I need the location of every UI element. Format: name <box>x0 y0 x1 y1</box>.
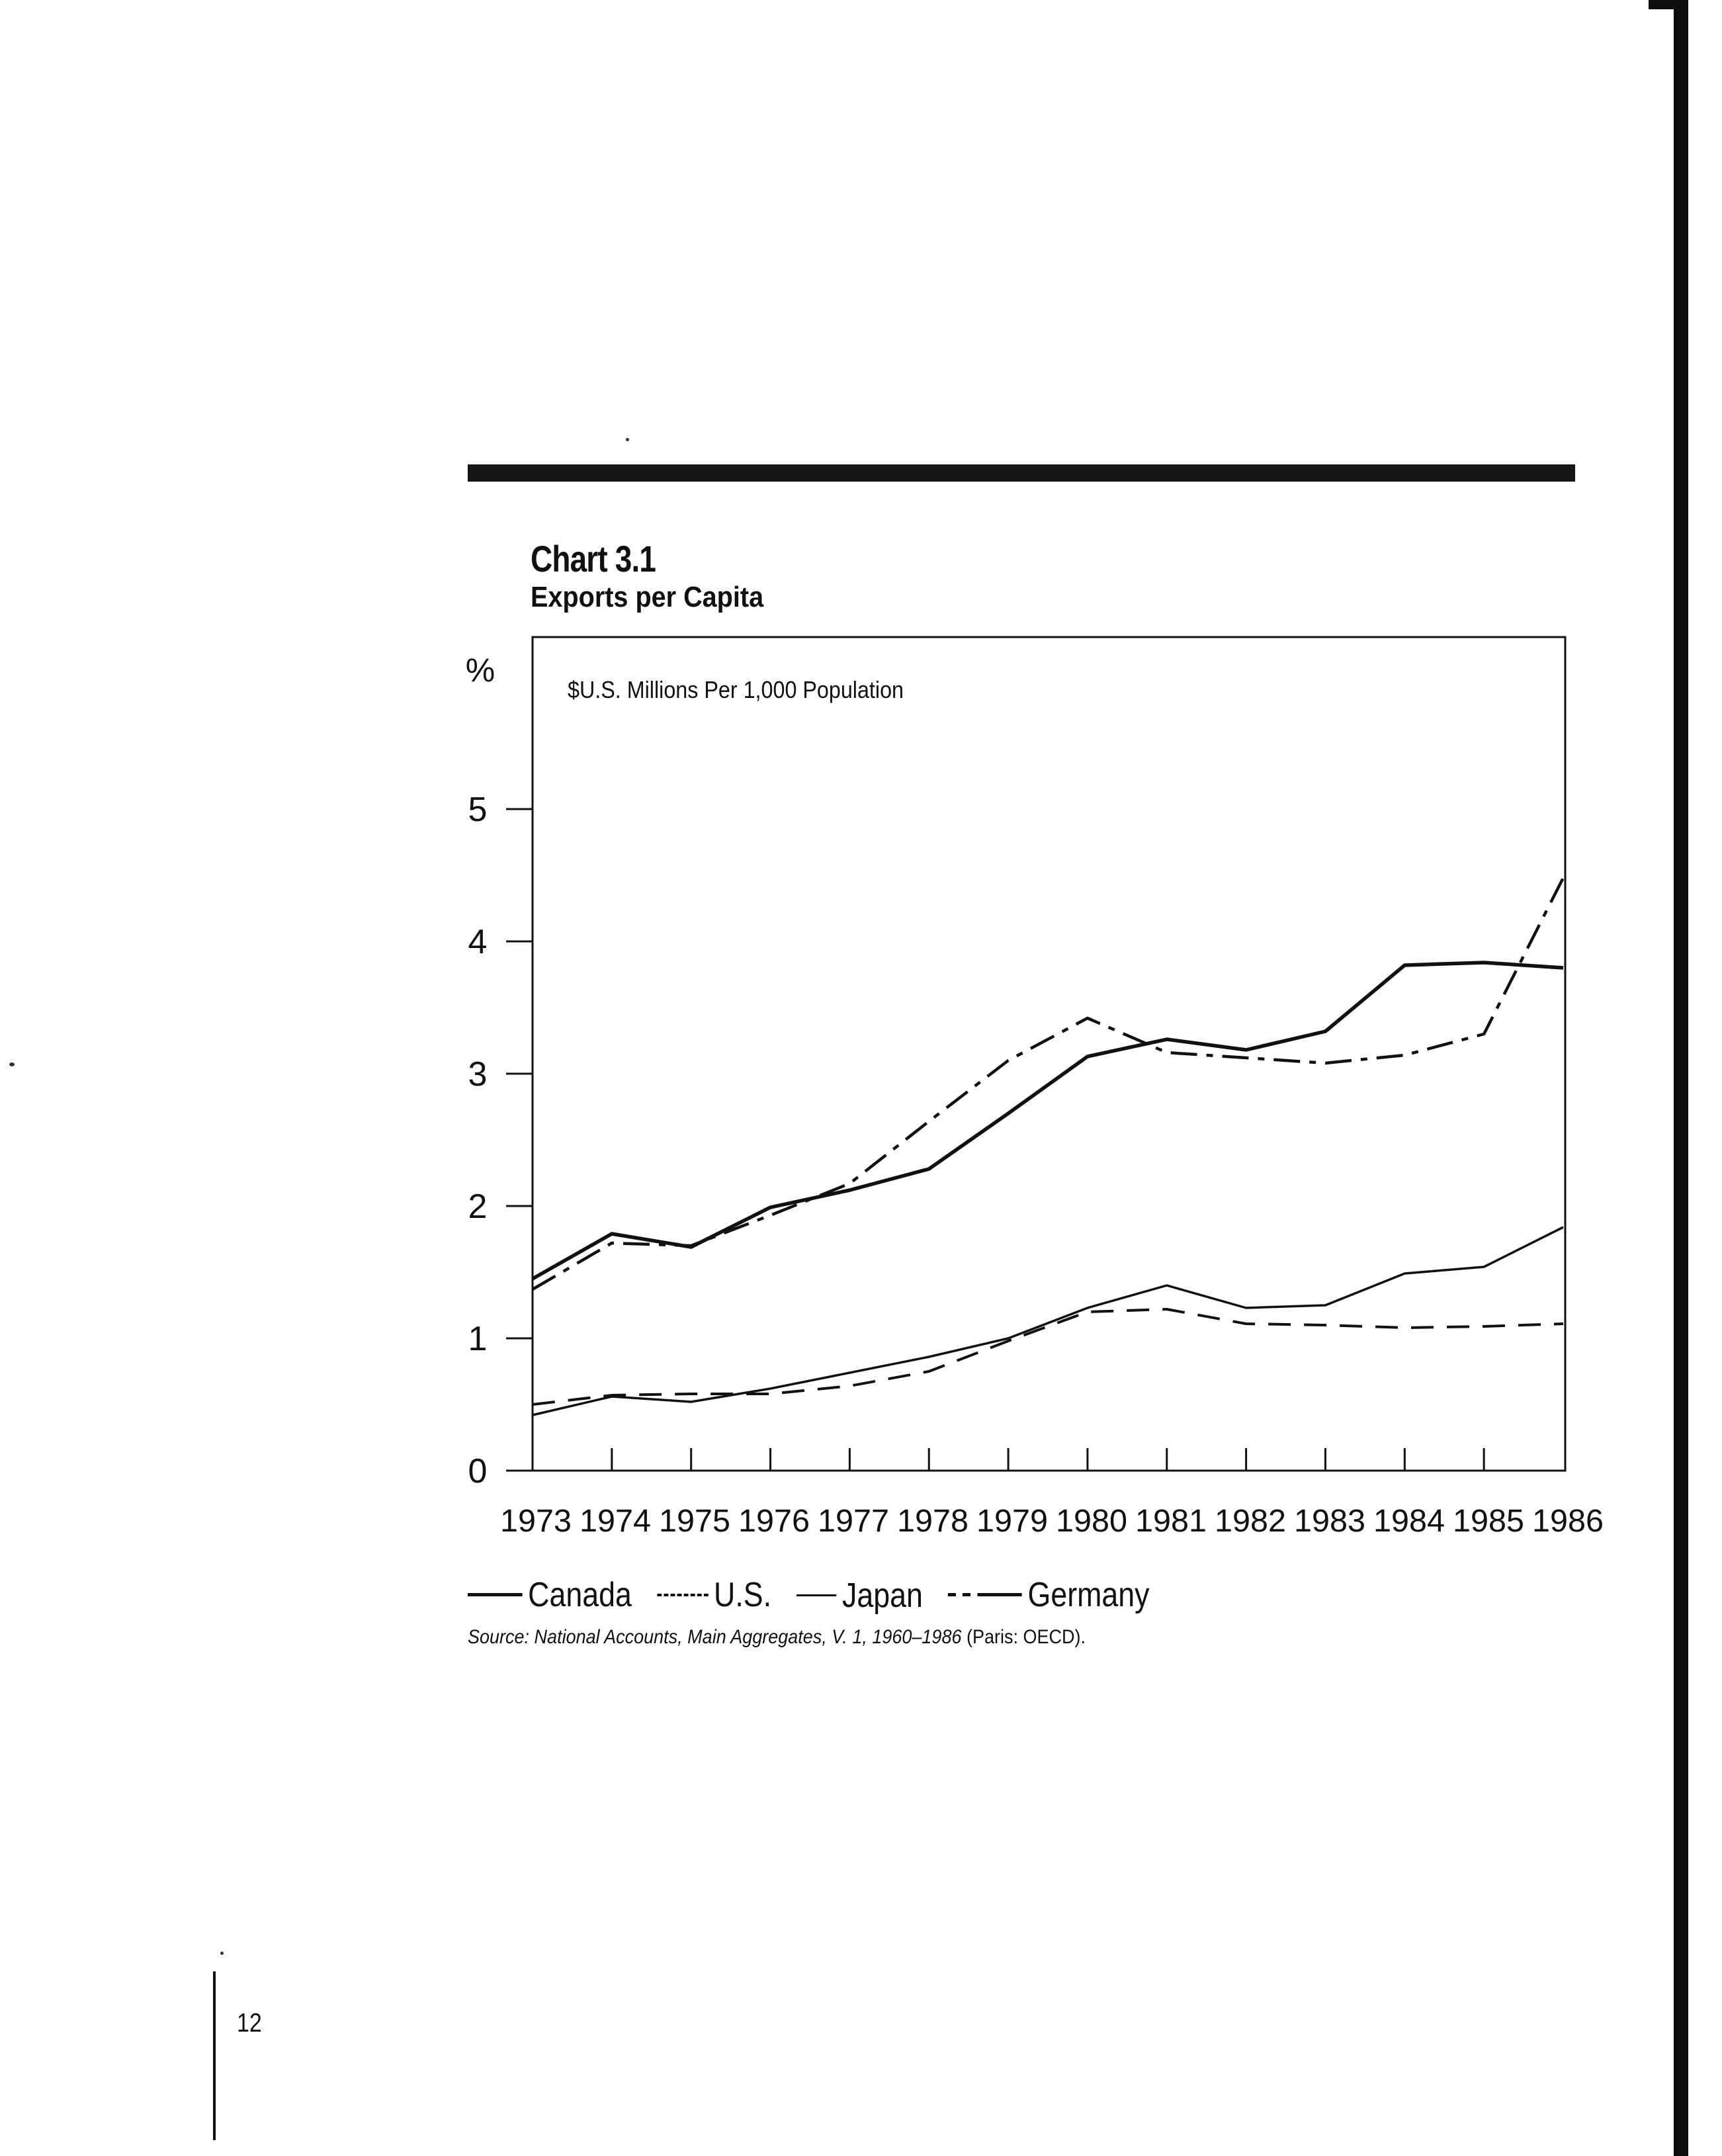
x-tick-label: 1980 <box>1056 1504 1127 1539</box>
chart-title: Exports per Capita <box>531 581 764 613</box>
legend-item-germany <box>948 1575 1149 1615</box>
legend-label-canada: Canada <box>528 1575 632 1614</box>
source-publisher: (Paris: OECD). <box>961 1626 1086 1648</box>
page-number-rule <box>213 1971 216 2140</box>
legend-swatch-canada <box>468 1593 523 1596</box>
y-tick-label: 3 <box>468 1055 488 1094</box>
legend-label-japan: Japan <box>842 1576 923 1615</box>
chart-number: Chart 3.1 <box>531 538 656 580</box>
x-tick-label: 1984 <box>1373 1504 1445 1539</box>
x-tick-label: 1976 <box>738 1504 810 1539</box>
x-tick-label: 1982 <box>1215 1504 1286 1539</box>
legend-label-us: U.S. <box>714 1576 772 1614</box>
source-note <box>468 1626 1086 1649</box>
x-tick-label: 1979 <box>976 1504 1048 1539</box>
y-tick-label: 1 <box>468 1320 488 1358</box>
chart-legend <box>468 1565 1166 1616</box>
x-tick-label: 1977 <box>818 1504 889 1539</box>
legend-item-canada <box>468 1575 632 1615</box>
chart-subtitle: $U.S. Millions Per 1,000 Population <box>568 676 904 703</box>
legend-swatch-japan <box>796 1594 836 1596</box>
y-tick-label: 2 <box>468 1187 488 1226</box>
x-tick-label: 1983 <box>1294 1504 1365 1539</box>
x-tick-label: 1974 <box>580 1504 651 1539</box>
legend-label-germany: Germany <box>1027 1575 1150 1614</box>
scan-speck <box>626 438 629 441</box>
plot-frame <box>533 637 1565 1471</box>
x-tick-label: 1986 <box>1532 1504 1604 1539</box>
legend-swatch-germany <box>948 1593 1022 1596</box>
y-tick-label: 4 <box>468 923 488 961</box>
page-number: 12 <box>237 2008 262 2038</box>
legend-item-japan <box>796 1576 923 1616</box>
x-tick-label: 1985 <box>1453 1504 1524 1539</box>
y-tick-label: 5 <box>468 791 488 829</box>
scan-speck <box>9 1062 15 1066</box>
source-prefix: Source: <box>468 1626 535 1648</box>
source-title: National Accounts, Main Aggregates, V. 1, 1960–1986 <box>534 1626 962 1648</box>
x-tick-label: 1973 <box>500 1504 572 1539</box>
scan-speck <box>220 1952 224 1955</box>
y-axis-label: % <box>465 652 495 689</box>
x-tick-label: 1978 <box>897 1504 969 1539</box>
y-tick-label: 0 <box>468 1452 488 1490</box>
legend-swatch-us <box>657 1594 708 1596</box>
series-line-canada <box>533 963 1563 1279</box>
legend-item-us <box>657 1575 771 1615</box>
x-tick-label: 1975 <box>659 1504 730 1539</box>
series-line-japan <box>533 1227 1563 1415</box>
x-tick-label: 1981 <box>1135 1504 1207 1539</box>
